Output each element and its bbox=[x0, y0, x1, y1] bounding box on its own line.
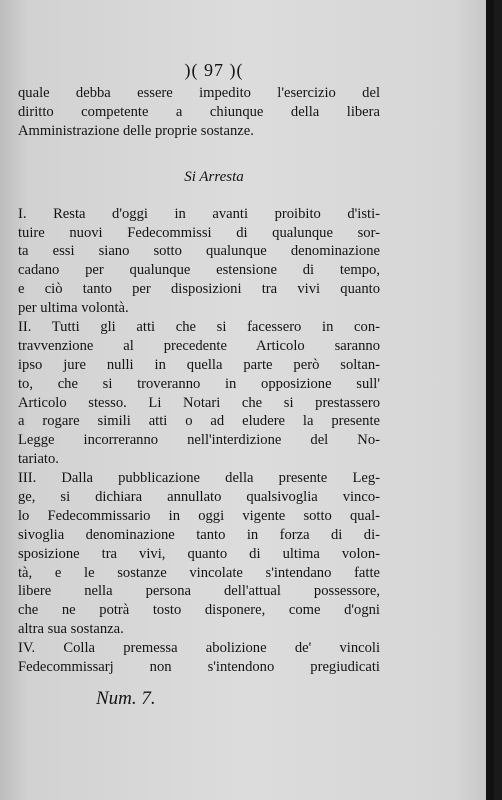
section-title: Si Arresta bbox=[184, 168, 244, 185]
intro-line: quale debba essere impedito l'esercizio del bbox=[18, 85, 380, 101]
intro-line: diritto competente a chiunque della libera bbox=[18, 103, 380, 120]
body-line: ipso jure nulli in quella parte però soltan- bbox=[18, 356, 380, 373]
body-line: sposizione tra vivi, quanto di ultima volon- bbox=[18, 545, 380, 562]
body-line: cadano per qualunque estensione di tempo, bbox=[18, 262, 380, 279]
body-line: lo Fedecommissario in oggi vigente sotto qual- bbox=[18, 507, 380, 524]
intro-line: Amministrazione delle proprie sostanze. bbox=[18, 122, 254, 139]
body-line: libere nella persona dell'attual possessore, bbox=[18, 583, 380, 600]
body-line: tà, e le sostanze vincolate s'intendano fatte bbox=[18, 564, 380, 581]
body-line: altra sua sostanza. bbox=[18, 621, 124, 638]
body-line: Articolo stesso. Li Notari che si prestassero bbox=[18, 394, 380, 411]
body-line: ta essi siano sotto qualunque denominazione bbox=[18, 243, 380, 260]
body-line: per ultima volontà. bbox=[18, 300, 129, 317]
body-line: to, che si troveranno in opposizione sull' bbox=[18, 375, 380, 392]
body-line: a rogare simili atti o ad eludere la presente bbox=[18, 413, 380, 430]
signature-number: Num. 7. bbox=[96, 687, 156, 709]
body-line: II. Tutti gli atti che si facessero in con- bbox=[18, 319, 380, 336]
body-line: tuire nuovi Fedecommissi di qualunque sor- bbox=[18, 224, 380, 241]
body-line: III. Dalla pubblicazione della presente Leg- bbox=[18, 470, 380, 487]
page-text bbox=[18, 60, 380, 711]
body-line: tariato. bbox=[18, 451, 59, 468]
body-line: IV. Colla premessa abolizione de' vincoli bbox=[18, 640, 380, 657]
body-line: che ne potrà tosto disponere, come d'ogni bbox=[18, 602, 380, 619]
body-line: Legge incorreranno nell'interdizione del No- bbox=[18, 432, 380, 449]
body-line: sivoglia denominazione tanto in forza di di- bbox=[18, 526, 380, 543]
body-line: e ciò tanto per disposizioni tra vivi quanto bbox=[18, 281, 380, 298]
body-line: I. Resta d'oggi in avanti proibito d'isti- bbox=[18, 205, 380, 222]
page-header: )( 97 )( bbox=[184, 60, 244, 80]
body-line: ge, si dichiara annullato qualsivoglia vinco- bbox=[18, 489, 380, 506]
page-edge-shadow bbox=[486, 0, 494, 800]
body-line: travvenzione al precedente Articolo saranno bbox=[18, 337, 380, 354]
body-line: Fedecommissarj non s'intendono pregiudicati bbox=[18, 659, 380, 676]
